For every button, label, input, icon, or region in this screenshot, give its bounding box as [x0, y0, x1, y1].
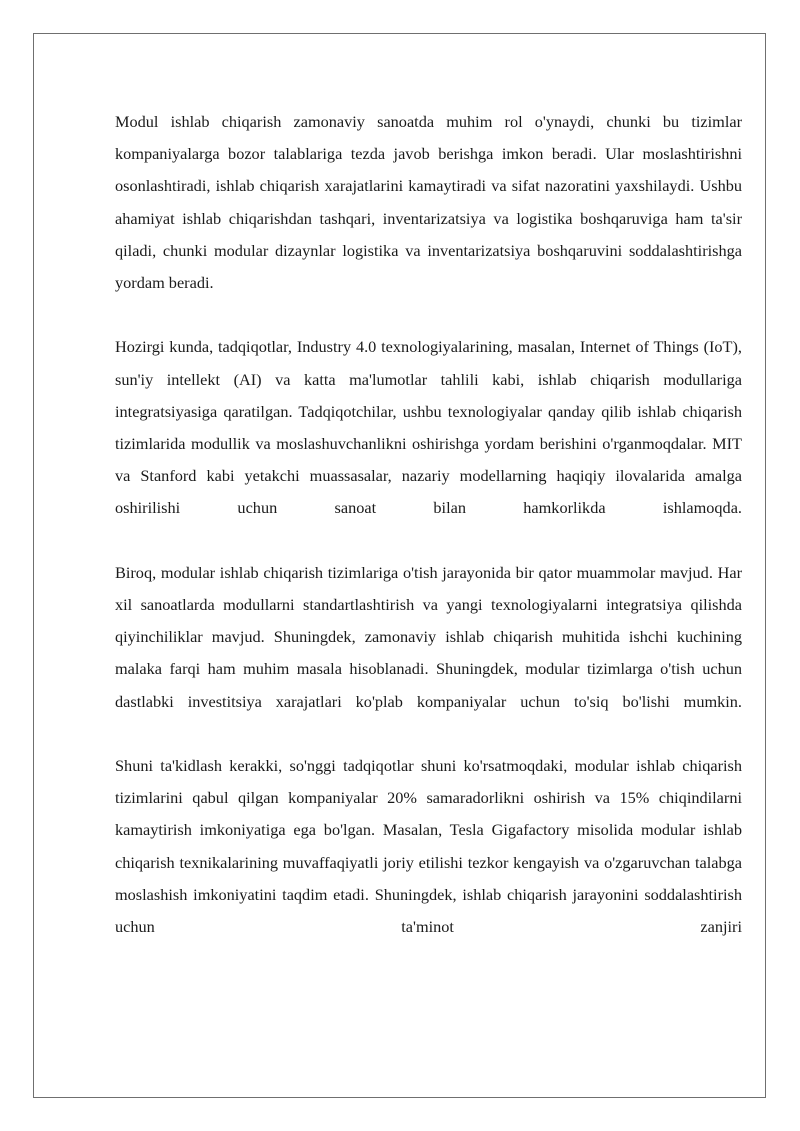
paragraph-2: Hozirgi kunda, tadqiqotlar, Industry 4.0 texnologiyalarining, masalan, Internet of Things (IoT), sun'iy intellekt (AI) va katta ma'lumotlar tahlili kabi, ishlab chiqarish modullariga integratsiyasiga qaratilgan. Tadqiqotchilar, ushbu texnologiyalar qanday qilib ishlab chiqarish tizimlarida modullik va moslashuvchanlikni oshirishga yordam berishini o'rganmoqdalar. MIT va Stanford kabi yetakchi muassasalar, nazariy modellarning haqiqiy ilovalarida amalga oshirilishi uchun sanoat bilan hamkorlikda ishlamoqda. — [115, 337, 742, 518]
document-body — [115, 106, 742, 943]
paragraph-4: Shuni ta'kidlash kerakki, so'nggi tadqiqotlar shuni ko'rsatmoqdaki, modular ishlab chiqarish tizimlarini qabul qilgan kompaniyalar 20% samaradorlikni oshirish va 15% chiqindilarni kamaytirish imkoniyatiga ega bo'lgan. Masalan, Tesla Gigafactory misolida modular ishlab chiqarish texnikalarining muvaffaqiyatli joriy etilishi tezkor kengayish va o'zgaruvchan talabga moslashish imkoniyatini taqdim etadi. Shuningdek, ishlab chiqarish jarayonini soddalashtirish uchun ta'minot zanjiri — [115, 756, 742, 937]
paragraph-1: Modul ishlab chiqarish zamonaviy sanoatda muhim rol o'ynaydi, chunki bu tizimlar kompaniyalarga bozor talablariga tezda javob berishga imkon beradi. Ular moslashtirishni osonlashtiradi, ishlab chiqarish xarajatlarini kamaytiradi va sifat nazoratini yaxshilaydi. Ushbu ahamiyat ishlab chiqarishdan tashqari, inventarizatsiya va logistika boshqaruviga ham ta'sir qiladi, chunki modular dizaynlar logistika va inventarizatsiya boshqaruvini soddalashtirishga yordam beradi. — [115, 112, 742, 293]
paragraph-3: Biroq, modular ishlab chiqarish tizimlariga o'tish jarayonida bir qator muammolar mavjud. Har xil sanoatlarda modullarni standartlashtirish va yangi texnologiyalarni integratsiya qilishda qiyinchiliklar mavjud. Shuningdek, zamonaviy ishlab chiqarish muhitida ishchi kuchining malaka farqi ham muhim masala hisoblanadi. Shuningdek, modular tizimlarga o'tish uchun dastlabki investitsiya xarajatlari ko'plab kompaniyalar uchun to'siq bo'lishi mumkin. — [115, 562, 742, 711]
